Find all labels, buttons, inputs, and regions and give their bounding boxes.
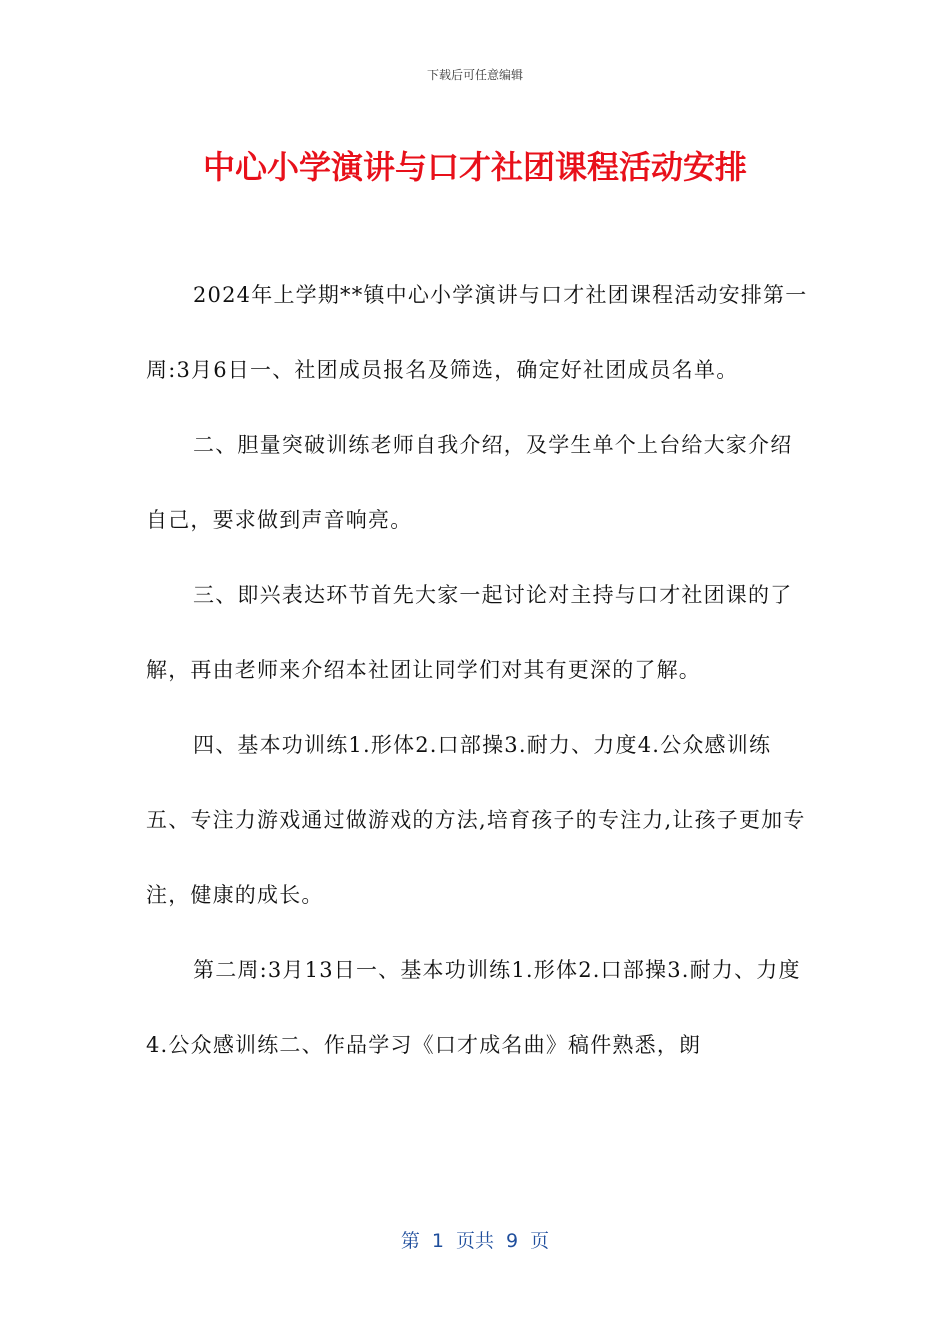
document-title: 中心小学演讲与口才社团课程活动安排 — [202, 148, 747, 186]
page-footer — [0, 1226, 950, 1253]
total-pages-number: 9 — [506, 1230, 519, 1252]
document-body — [146, 258, 810, 1083]
paragraph-3: 三、即兴表达环节首先大家一起讨论对主持与口才社团课的了解，再由老师来介绍本社团让同学们对其有更深的了解。 — [146, 583, 793, 682]
paragraph-1: 2024年上学期**镇中心小学演讲与口才社团课程活动安排第一周:3月6日一、社团成员报名及筛选，确定好社团成员名单。 — [146, 283, 808, 382]
header-note: 下载后可任意编辑 — [426, 68, 523, 82]
page-label-suffix: 页 — [530, 1230, 550, 1252]
paragraph-4: 四、基本功训练1.形体2.口部操3.耐力、力度4.公众感训练五、专注力游戏通过做游戏的方法,培育孩子的专注力,让孩子更加专注，健康的成长。 — [146, 733, 806, 907]
page-label-mid: 页共 — [455, 1230, 494, 1252]
paragraph-2: 二、胆量突破训练老师自我介绍，及学生单个上台给大家介绍自己，要求做到声音响亮。 — [146, 433, 793, 532]
page-label-prefix: 第 — [400, 1230, 420, 1252]
paragraph-5: 第二周:3月13日一、基本功训练1.形体2.口部操3.耐力、力度4.公众感训练二、作品学习《口才成名曲》稿件熟悉，朗 — [146, 958, 801, 1057]
current-page-number: 1 — [431, 1230, 444, 1252]
